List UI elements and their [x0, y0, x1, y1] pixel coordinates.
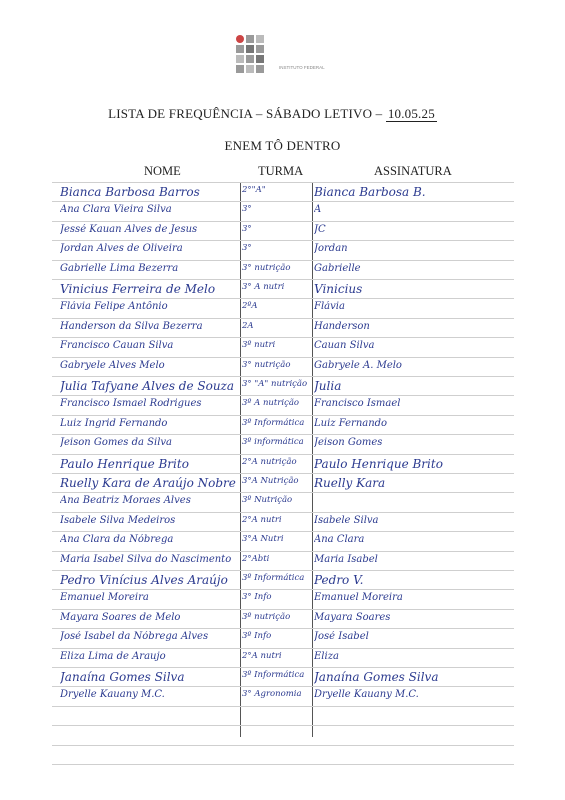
table-row — [52, 495, 514, 513]
student-class: 2A — [242, 320, 254, 331]
student-class: 3º Nutrição — [242, 495, 293, 506]
header-name: NOME — [144, 164, 181, 178]
student-signature: Pedro V. — [314, 573, 364, 587]
student-name: José Isabel da Nóbrega Alves — [60, 631, 209, 643]
table-row — [52, 612, 514, 630]
student-class: 3º informática — [242, 437, 304, 448]
student-name: Jeison Gomes da Silva — [60, 437, 173, 449]
row-line — [52, 745, 514, 746]
table-row — [52, 224, 514, 242]
student-class: 3° "A" nutrição — [242, 379, 308, 389]
student-signature: Jordan — [314, 243, 348, 255]
student-class: 3° — [242, 243, 252, 254]
student-name: Emanuel Moreira — [60, 592, 149, 604]
student-signature: Handerson — [314, 320, 370, 332]
table-row — [52, 515, 514, 533]
table-row — [52, 457, 514, 475]
student-class: 3º A nutrição — [242, 398, 300, 409]
student-class: 3º Info — [242, 631, 272, 642]
student-signature: Maria Isabel — [314, 553, 378, 565]
table-row — [52, 263, 514, 281]
student-class: 3° — [242, 223, 252, 234]
student-name: Julia Tafyane Alves de Souza — [60, 379, 235, 393]
table-row — [52, 437, 514, 455]
student-signature: Gabryele A. Melo — [314, 359, 402, 371]
table-row — [52, 592, 514, 610]
student-signature: Mayara Soares — [314, 611, 391, 623]
student-signature: Jeison Gomes — [314, 437, 383, 449]
student-class: 3°A Nutrição — [242, 476, 299, 486]
student-name: Ana Beatriz Moraes Alves — [60, 495, 191, 507]
header-class: TURMA — [258, 164, 304, 178]
student-class: 2°Abti — [242, 553, 270, 564]
student-signature: Isabele Silva — [314, 514, 379, 526]
table-row — [52, 282, 514, 300]
institution-logo — [236, 35, 326, 80]
student-name: Flávia Felipe Antônio — [60, 301, 168, 313]
student-class: 3°A Nutri — [242, 534, 284, 545]
student-class: 3º Informática — [242, 670, 305, 680]
student-signature: Paulo Henrique Brito — [314, 456, 443, 471]
page-subtitle: ENEM TÔ DENTRO — [224, 138, 341, 153]
logo-text: INSTITUTO FEDERAL — [279, 65, 325, 70]
student-class: 2°"A" — [242, 185, 266, 195]
student-name: Paulo Henrique Brito — [60, 456, 189, 471]
table-row — [52, 651, 514, 669]
row-line — [52, 182, 514, 183]
student-signature: Gabrielle — [314, 262, 361, 274]
student-name: Vinicius Ferreira de Melo — [60, 282, 216, 296]
student-signature: Bianca Barbosa B. — [314, 185, 426, 199]
student-name: Ruelly Kara de Araújo Nobre — [60, 476, 236, 490]
table-row — [52, 534, 514, 552]
table-row — [52, 340, 514, 358]
student-signature: JC — [314, 223, 326, 235]
student-signature: Julia — [314, 379, 342, 393]
student-name: Isabele Silva Medeiros — [60, 514, 176, 526]
student-class: 3° Info — [242, 592, 272, 603]
student-name: Gabryele Alves Melo — [60, 359, 165, 371]
logo-mark-icon — [236, 35, 276, 77]
table-row — [52, 398, 514, 416]
student-name: Ana Clara Vieira Silva — [60, 204, 172, 216]
student-signature: A — [314, 204, 322, 216]
table-row — [52, 204, 514, 222]
student-name: Eliza Lima de Araujo — [60, 650, 166, 662]
student-name: Pedro Vinícius Alves Araújo — [60, 573, 228, 587]
table-row — [52, 379, 514, 397]
student-class: 2°A nutri — [242, 514, 282, 525]
student-name: Francisco Cauan Silva — [60, 340, 174, 352]
table-row — [52, 185, 514, 203]
student-class: 3° Agronomia — [242, 689, 302, 700]
student-name: Maria Isabel Silva do Nascimento — [60, 553, 232, 565]
table-row — [52, 554, 514, 572]
student-name: Mayara Soares de Melo — [60, 611, 181, 623]
student-signature: Emanuel Moreira — [314, 592, 403, 604]
row-line — [52, 725, 514, 726]
table-row — [52, 360, 514, 378]
table-row — [52, 573, 514, 591]
title-text: LISTA DE FREQUÊNCIA – SÁBADO LETIVO – — [108, 106, 386, 121]
student-name: Francisco Ismael Rodrigues — [60, 398, 202, 410]
student-signature: Vinicius — [314, 282, 363, 296]
student-class: 3º nutrição — [242, 611, 291, 622]
student-class: 2°A nutri — [242, 650, 282, 661]
date-text: 10.05.25 — [387, 106, 435, 121]
student-name: Luiz Ingrid Fernando — [60, 417, 168, 429]
student-signature: Flávia — [314, 301, 345, 313]
student-name: Handerson da Silva Bezerra — [60, 320, 203, 332]
student-class: 3º Informática — [242, 573, 305, 583]
student-name: Jessé Kauan Alves de Jesus — [60, 223, 198, 235]
table-row — [52, 476, 514, 494]
student-class: 2°A nutrição — [242, 456, 297, 467]
student-class: 3° nutrição — [242, 262, 291, 273]
student-class: 3° nutrição — [242, 359, 291, 370]
row-line — [52, 764, 514, 765]
table-row — [52, 301, 514, 319]
table-row — [52, 321, 514, 339]
student-signature: Janaína Gomes Silva — [314, 670, 439, 684]
student-signature: Luiz Fernando — [314, 417, 388, 429]
table-row — [52, 670, 514, 688]
student-signature: José Isabel — [314, 631, 369, 643]
student-name: Jordan Alves de Oliveira — [60, 243, 183, 255]
student-name: Bianca Barbosa Barros — [60, 185, 200, 199]
table-row — [52, 243, 514, 261]
student-class: 3º nutri — [242, 340, 276, 351]
header-signature: ASSINATURA — [374, 164, 452, 178]
student-class: 3° A nutri — [242, 282, 285, 292]
student-signature: Ruelly Kara — [314, 476, 386, 490]
student-name: Janaína Gomes Silva — [60, 670, 185, 684]
table-row — [52, 631, 514, 649]
student-signature: Dryelle Kauany M.C. — [314, 689, 419, 701]
student-name: Dryelle Kauany M.C. — [60, 689, 165, 701]
student-name: Ana Clara da Nóbrega — [60, 534, 174, 546]
table-row — [52, 689, 514, 707]
page-title — [0, 106, 555, 122]
student-class: 3° — [242, 204, 252, 215]
student-signature: Eliza — [314, 650, 339, 662]
student-signature: Cauan Silva — [314, 340, 375, 352]
table-row — [52, 418, 514, 436]
student-signature: Francisco Ismael — [314, 398, 401, 410]
student-name: Gabrielle Lima Bezerra — [60, 262, 179, 274]
attendance-table — [52, 182, 514, 762]
student-class: 2ºA — [242, 301, 258, 312]
student-class: 3º Informática — [242, 417, 305, 428]
student-signature: Ana Clara — [314, 534, 365, 546]
